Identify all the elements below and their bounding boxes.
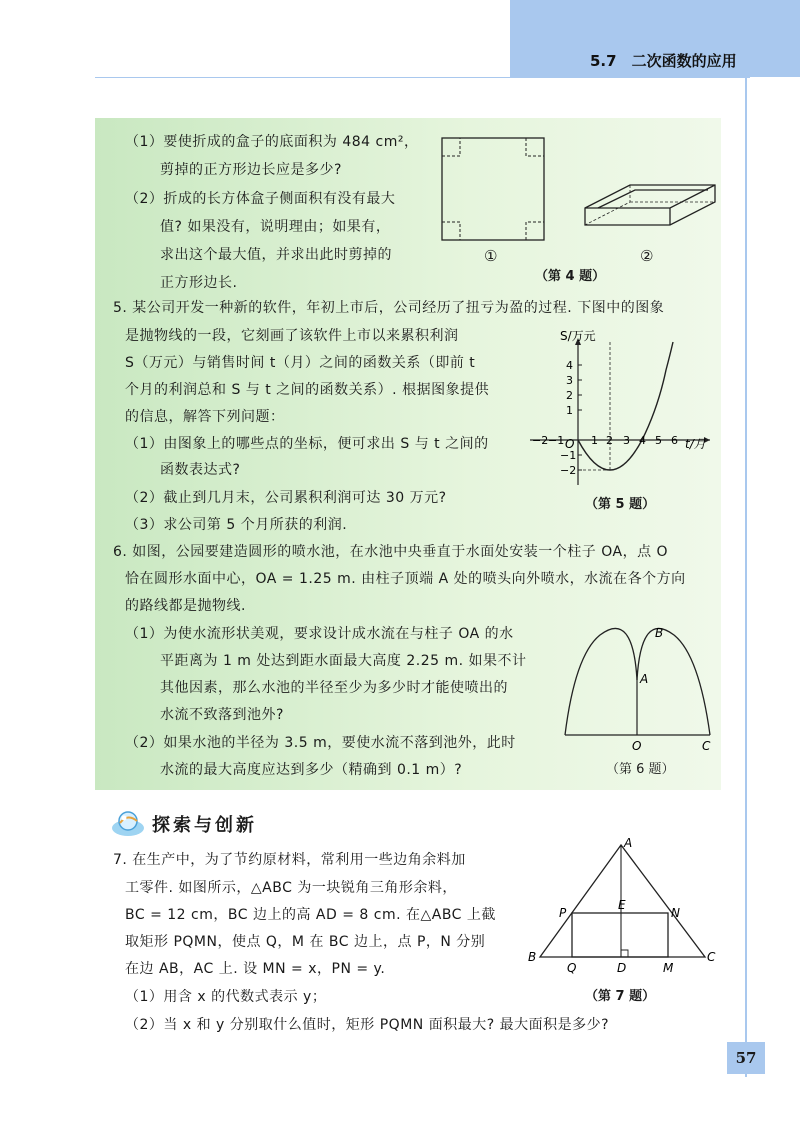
p6-line3: 的路线都是抛物线.	[125, 598, 246, 614]
p6-line1: 6. 如图，公园要建造圆形的喷水池，在水池中央垂直于水面处安装一个柱子 OA，点 O	[113, 544, 669, 560]
p6-q2-line2: 水流的最大高度应达到多少（精确到 0.1 m）?	[160, 762, 463, 778]
p7-line3: BC = 12 cm，BC 边上的高 AD = 8 cm. 在△ABC 上截	[125, 907, 496, 923]
p5-xtick-6: 6	[671, 434, 678, 447]
p7-line4: 取矩形 PQMN，使点 Q，M 在 BC 边上，点 P，N 分别	[125, 934, 486, 950]
p5-xtick-1: 1	[591, 434, 598, 447]
section-title-explore: 探索与创新	[152, 815, 257, 836]
p5-xtick-3: 3	[623, 434, 630, 447]
p5-line4: 个月的利润总和 S 与 t 之间的函数关系）. 根据图象提供	[125, 382, 490, 398]
p4-q2-line3: 求出这个最大值，并求出此时剪掉的	[160, 247, 392, 263]
p5-ytick-2: 2	[566, 389, 573, 402]
p5-xtick-4: 4	[639, 434, 646, 447]
p5-line1: 5. 某公司开发一种新的软件，年初上市后，公司经历了扭亏为盈的过程. 下图中的图象	[113, 300, 665, 316]
p5-ytick-1: 1	[566, 404, 573, 417]
p5-xtick-neg2: −2	[532, 434, 549, 447]
p5-line2: 是抛物线的一段，它刻画了该软件上市以来累积利润	[125, 328, 459, 344]
p5-xtick-5: 5	[655, 434, 662, 447]
explore-section-icon	[110, 808, 146, 838]
p5-q3: （3）求公司第 5 个月所获的利润.	[125, 517, 348, 533]
p7-label-Q: Q	[567, 961, 577, 975]
p5-graph	[520, 330, 720, 490]
p4-figure	[430, 130, 720, 280]
side-margin-line	[745, 77, 747, 1077]
p7-q1: （1）用含 x 的代数式表示 y；	[125, 989, 327, 1005]
p5-line5: 的信息，解答下列问题：	[125, 409, 285, 425]
p7-label-A: A	[624, 836, 633, 850]
p5-xtick-2: 2	[606, 434, 613, 447]
p6-label-C: C	[702, 739, 711, 753]
p4-q1-line1: （1）要使折成的盒子的底面积为 484 cm²，	[125, 134, 419, 150]
p7-q2: （2）当 x 和 y 分别取什么值时，矩形 PQMN 面积最大? 最大面积是多少?	[125, 1017, 610, 1033]
p7-triangle-figure	[525, 835, 725, 980]
p6-line2: 恰在圆形水面中心，OA = 1.25 m. 由柱子顶端 A 处的喷头向外喷水，水流在各个方向	[125, 571, 686, 587]
p7-label-P: P	[559, 906, 567, 920]
p7-line1: 7. 在生产中，为了节约原材料，常利用一些边角余料加	[113, 852, 466, 868]
p4-fig1-label: ①	[484, 247, 498, 265]
p7-label-E: E	[618, 898, 626, 912]
p5-ytick-neg2: −2	[560, 464, 577, 477]
page-number: 57	[735, 1049, 757, 1067]
p5-ytick-neg1: −1	[560, 449, 577, 462]
p4-fig2-label: ②	[640, 247, 654, 265]
p6-label-B: B	[655, 626, 664, 640]
p7-line5: 在边 AB，AC 上. 设 MN = x，PN = y.	[125, 961, 386, 977]
p6-q1-line3: 其他因素，那么水池的半径至少为多少时才能使喷出的	[160, 680, 508, 696]
p7-label-M: M	[663, 961, 674, 975]
p6-label-A: A	[640, 672, 649, 686]
p5-q1-line1: （1）由图象上的哪些点的坐标，便可求出 S 与 t 之间的	[125, 436, 489, 452]
p4-q2-line2: 值? 如果没有，说明理由；如果有，	[160, 219, 391, 235]
p5-caption: （第 5 题）	[585, 497, 656, 512]
p5-line3: S（万元）与销售时间 t（月）之间的函数关系（即前 t	[125, 355, 476, 371]
p6-q1-line4: 水流不致落到池外?	[160, 707, 284, 723]
p6-fountain-figure	[560, 625, 720, 755]
p6-q2-line1: （2）如果水池的半径为 3.5 m，要使水流不落到池外，此时	[125, 735, 516, 751]
p5-ytick-3: 3	[566, 374, 573, 387]
p6-q1-line1: （1）为使水流形状美观，要求设计成水流在与柱子 OA 的水	[125, 626, 514, 642]
p5-ytick-4: 4	[566, 359, 573, 372]
section-header-title: 5.7 二次函数的应用	[590, 52, 737, 70]
p7-label-C: C	[707, 950, 716, 964]
p6-caption: （第 6 题）	[606, 762, 675, 777]
p7-label-N: N	[671, 906, 680, 920]
header-divider	[95, 77, 750, 78]
p4-q1-line2: 剪掉的正方形边长应是多少?	[160, 162, 342, 178]
p6-label-O: O	[632, 739, 642, 753]
p5-q2: （2）截止到几月末，公司累积利润可达 30 万元?	[125, 490, 447, 506]
p5-y-axis-label: S/万元	[560, 330, 596, 343]
p7-line2: 工零件. 如图所示，△ABC 为一块锐角三角形余料，	[125, 880, 457, 896]
p7-caption: （第 7 题）	[585, 989, 656, 1004]
page-number-box	[727, 1042, 765, 1074]
p5-origin-label: O	[565, 437, 575, 451]
p4-q2-line1: （2）折成的长方体盒子侧面积有没有最大	[125, 191, 396, 207]
p7-label-D: D	[617, 961, 627, 975]
p4-q2-line4: 正方形边长.	[160, 275, 238, 291]
p6-q1-line2: 平距离为 1 m 处达到距水面最大高度 2.25 m. 如果不计	[160, 653, 527, 669]
p4-caption: （第 4 题）	[535, 269, 606, 284]
p7-label-B: B	[528, 950, 537, 964]
p5-x-axis-label: t/月	[685, 437, 706, 451]
p5-xtick-neg1: −1	[548, 434, 565, 447]
p5-q1-line2: 函数表达式?	[160, 462, 241, 478]
